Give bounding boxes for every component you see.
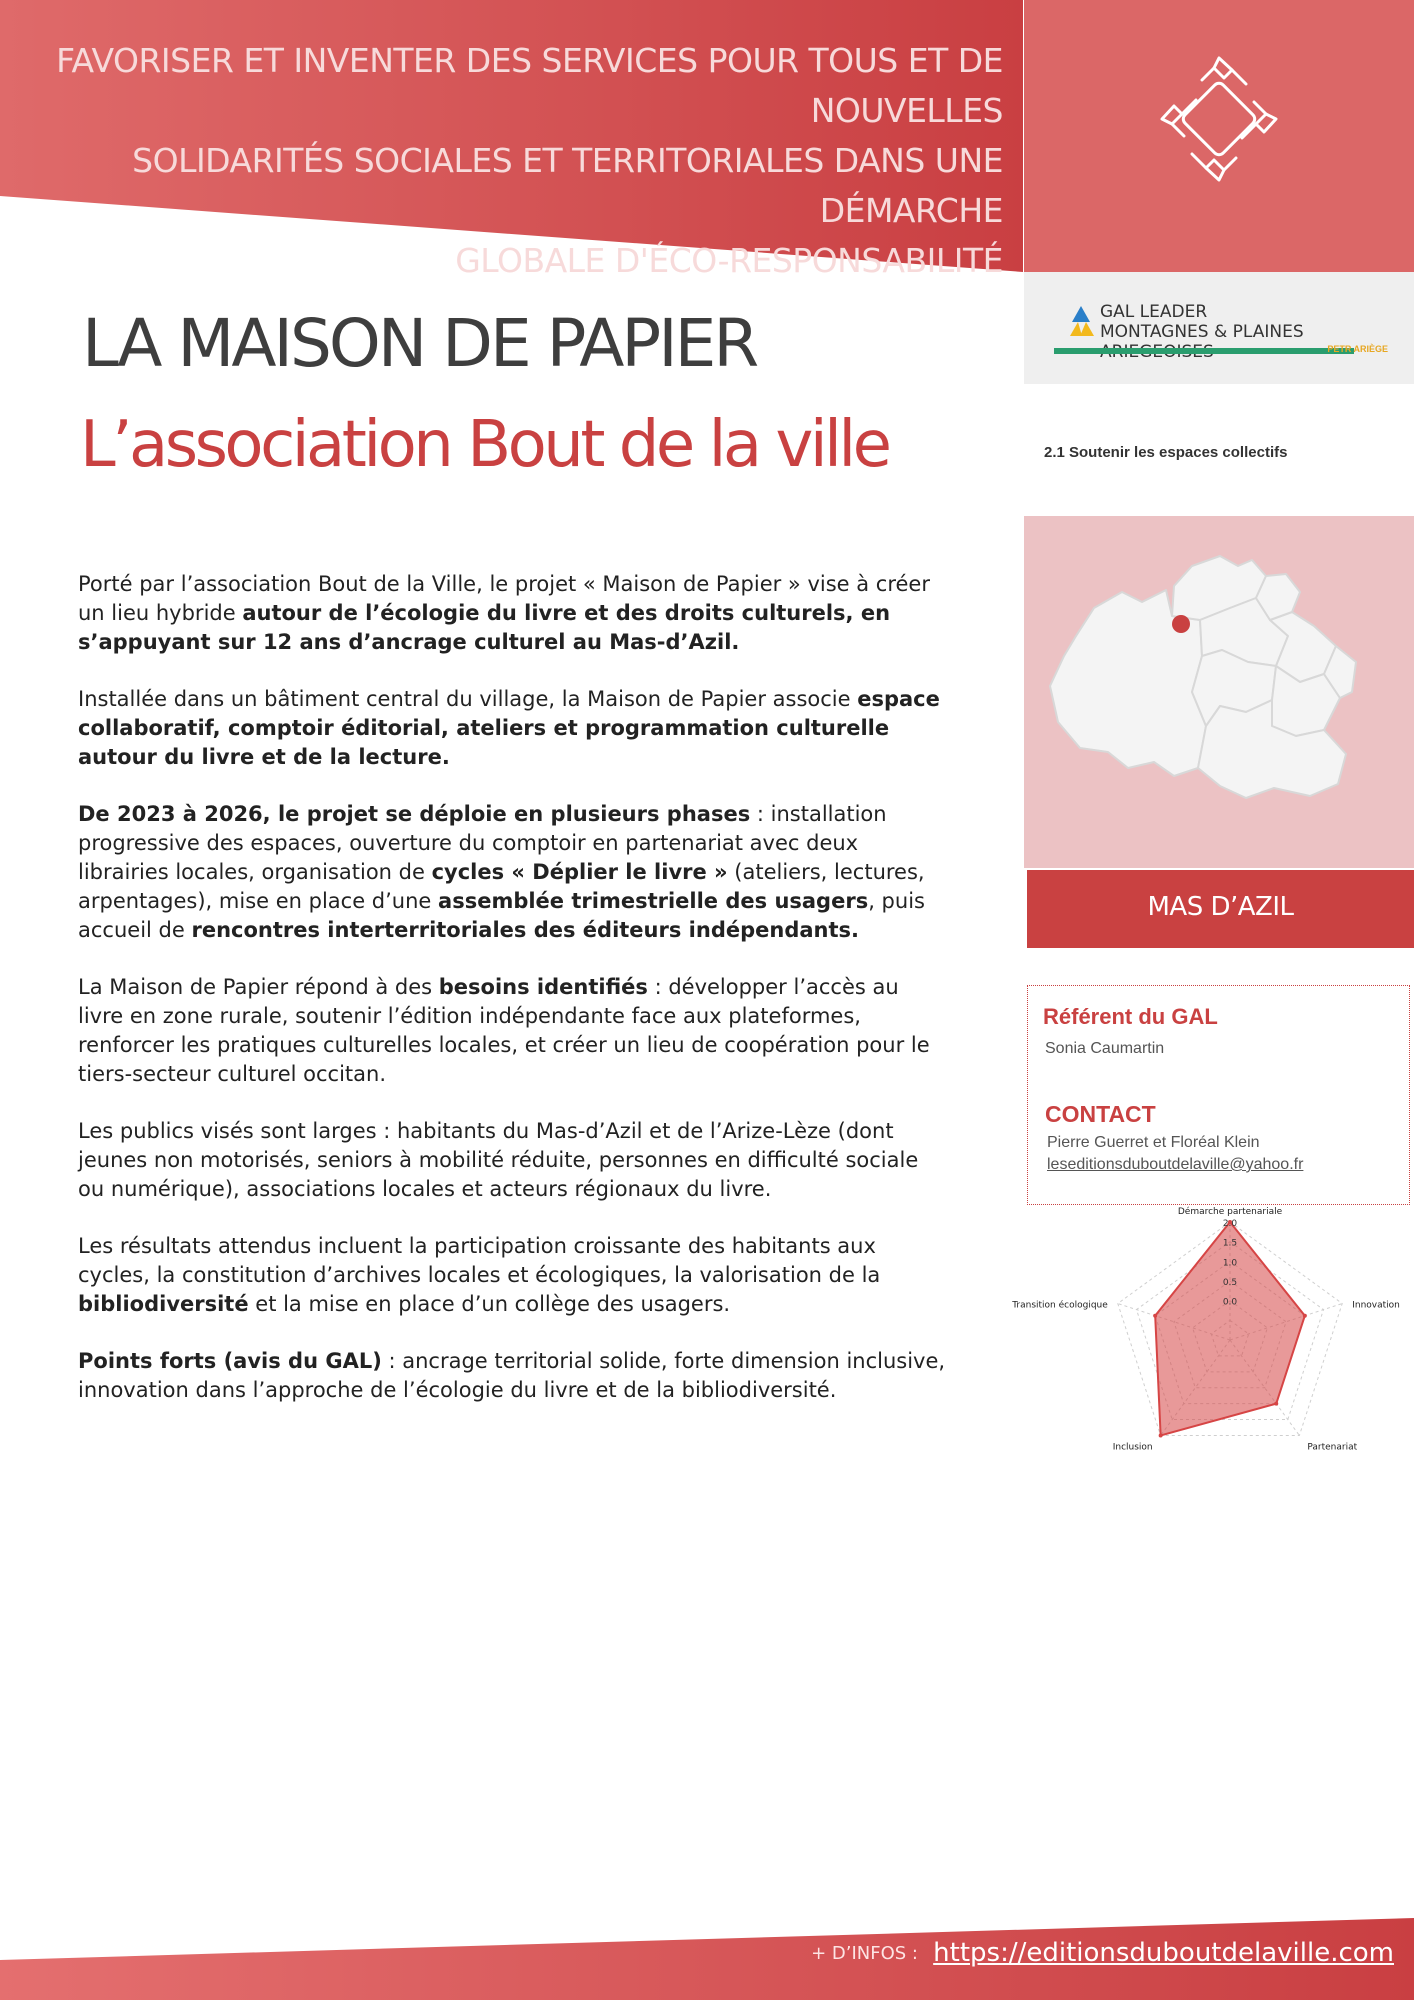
contact-box bbox=[1027, 985, 1410, 1205]
banner-title bbox=[23, 36, 1003, 286]
page-title: LA MAISON DE PAPIER bbox=[82, 305, 757, 382]
logo-bar bbox=[1054, 348, 1354, 354]
footer-website-link[interactable]: https://editionsduboutdelaville.com bbox=[933, 1938, 1394, 1968]
paragraph: De 2023 à 2026, le projet se déploie en plusieurs phases : installation progressive des espaces, ouverture du comptoir en partenariat avec deux librairies locales, organisation de cycles « Déplier le livre » (ateliers, lectures, arpentages), mise en place d’une assemblée trimestrielle des usagers, puis accueil de rencontres interterritoriales des éditeurs indépendants. bbox=[78, 802, 925, 942]
logo-line1: GAL LEADER bbox=[1100, 302, 1208, 322]
radar-data-point bbox=[1274, 1402, 1278, 1406]
radar-tick-label: 0.5 bbox=[1222, 1278, 1238, 1288]
radar-data-point bbox=[1159, 1433, 1163, 1437]
measure-block bbox=[1024, 384, 1414, 516]
contact-email-link[interactable]: leseditionsduboutdelaville@yahoo.fr bbox=[1047, 1156, 1304, 1173]
radar-tick-label: 0.0 bbox=[1222, 1297, 1238, 1308]
banner-title-line: GLOBALE D'ÉCO-RESPONSABILITÉ bbox=[455, 241, 1003, 280]
contact-title: CONTACT bbox=[1045, 1101, 1156, 1127]
place-name: MAS D’AZIL bbox=[1147, 892, 1294, 922]
radar-svg bbox=[1012, 1207, 1414, 1500]
territory-map bbox=[1024, 516, 1414, 868]
radar-tick-label: 1.5 bbox=[1222, 1238, 1238, 1249]
logo-sub: PETR ARIÈGE bbox=[1327, 344, 1388, 354]
page-subtitle: L’association Bout de la ville bbox=[80, 408, 889, 482]
contact-names: Pierre Guerret et Floréal Klein bbox=[1047, 1134, 1260, 1151]
radar-axis-label: Innovation bbox=[1352, 1300, 1400, 1311]
place-banner bbox=[1027, 870, 1414, 948]
radar-axis-label: Démarche partenariale bbox=[1177, 1207, 1283, 1217]
banner-title-line: SOLIDARITÉS SOCIALES ET TERRITORIALES DANS UNE DÉMARCHE bbox=[132, 141, 1003, 230]
body-text bbox=[78, 570, 948, 1433]
icon-block bbox=[1024, 0, 1414, 272]
location-marker bbox=[1172, 615, 1190, 633]
paragraph: Les publics visés sont larges : habitants du Mas-d’Azil et de l’Arize-Lèze (dont jeunes non motorisés, seniors à mobilité réduite, personnes en difficulté sociale ou numérique), associations locales et acteurs régionaux du livre. bbox=[78, 1119, 919, 1201]
paragraph: Installée dans un bâtiment central du village, la Maison de Papier associe espace collaboratif, comptoir éditorial, ateliers et programmation culturelle autour du livre et de la lecture. bbox=[78, 687, 940, 769]
gal-logo-mark-icon bbox=[1066, 304, 1096, 338]
header-banner bbox=[0, 0, 1023, 280]
referent-title: Référent du GAL bbox=[1043, 1004, 1218, 1029]
logo-line2: MONTAGNES & PLAINES bbox=[1100, 322, 1304, 342]
radar-chart bbox=[1012, 1207, 1414, 1500]
gal-leader-logo bbox=[1024, 272, 1414, 384]
radar-axis-label: Inclusion bbox=[1112, 1442, 1153, 1453]
radar-data-point bbox=[1153, 1314, 1157, 1318]
banner-title-line: FAVORISER ET INVENTER DES SERVICES POUR TOUS ET DE NOUVELLES bbox=[56, 41, 1003, 130]
radar-axis-label: Transition écologique bbox=[1012, 1300, 1108, 1311]
paragraph: Points forts (avis du GAL) : ancrage territorial solide, forte dimension inclusive, innovation dans l’approche de l’écologie du livre et de la bibliodiversité. bbox=[78, 1349, 946, 1402]
paragraph: Porté par l’association Bout de la Ville, le projet « Maison de Papier » vise à créer un lieu hybride autour de l’écologie du livre et des droits culturels, en s’appuyant sur 12 ans d’ancrage culturel au Mas-d’Azil. bbox=[78, 572, 930, 654]
map-svg bbox=[1024, 516, 1414, 868]
paragraph: La Maison de Papier répond à des besoins identifiés : développer l’accès au livre en zone rurale, soutenir l’édition indépendante face aux plateformes, renforcer les pratiques culturelles locales, et créer un lieu de coopération pour le tiers-secteur culturel occitan. bbox=[78, 975, 930, 1086]
radar-tick-label: 1.0 bbox=[1222, 1258, 1238, 1269]
radar-axis-label: Partenariat bbox=[1307, 1442, 1358, 1453]
radar-data-area bbox=[1155, 1222, 1305, 1435]
paragraph: Les résultats attendus incluent la participation croissante des habitants aux cycles, la constitution d’archives locales et écologiques, la valorisation de la bibliodiversité et la mise en place d’un collège des usagers. bbox=[78, 1234, 881, 1316]
radar-data-point bbox=[1303, 1314, 1307, 1318]
referent-name: Sonia Caumartin bbox=[1045, 1040, 1165, 1057]
hands-circle-icon bbox=[1154, 50, 1284, 190]
measure-label: 2.1 Soutenir les espaces collectifs bbox=[1044, 444, 1288, 461]
footer-label: + D’INFOS : bbox=[811, 1943, 918, 1964]
radar-tick-label: 2.0 bbox=[1222, 1219, 1238, 1229]
